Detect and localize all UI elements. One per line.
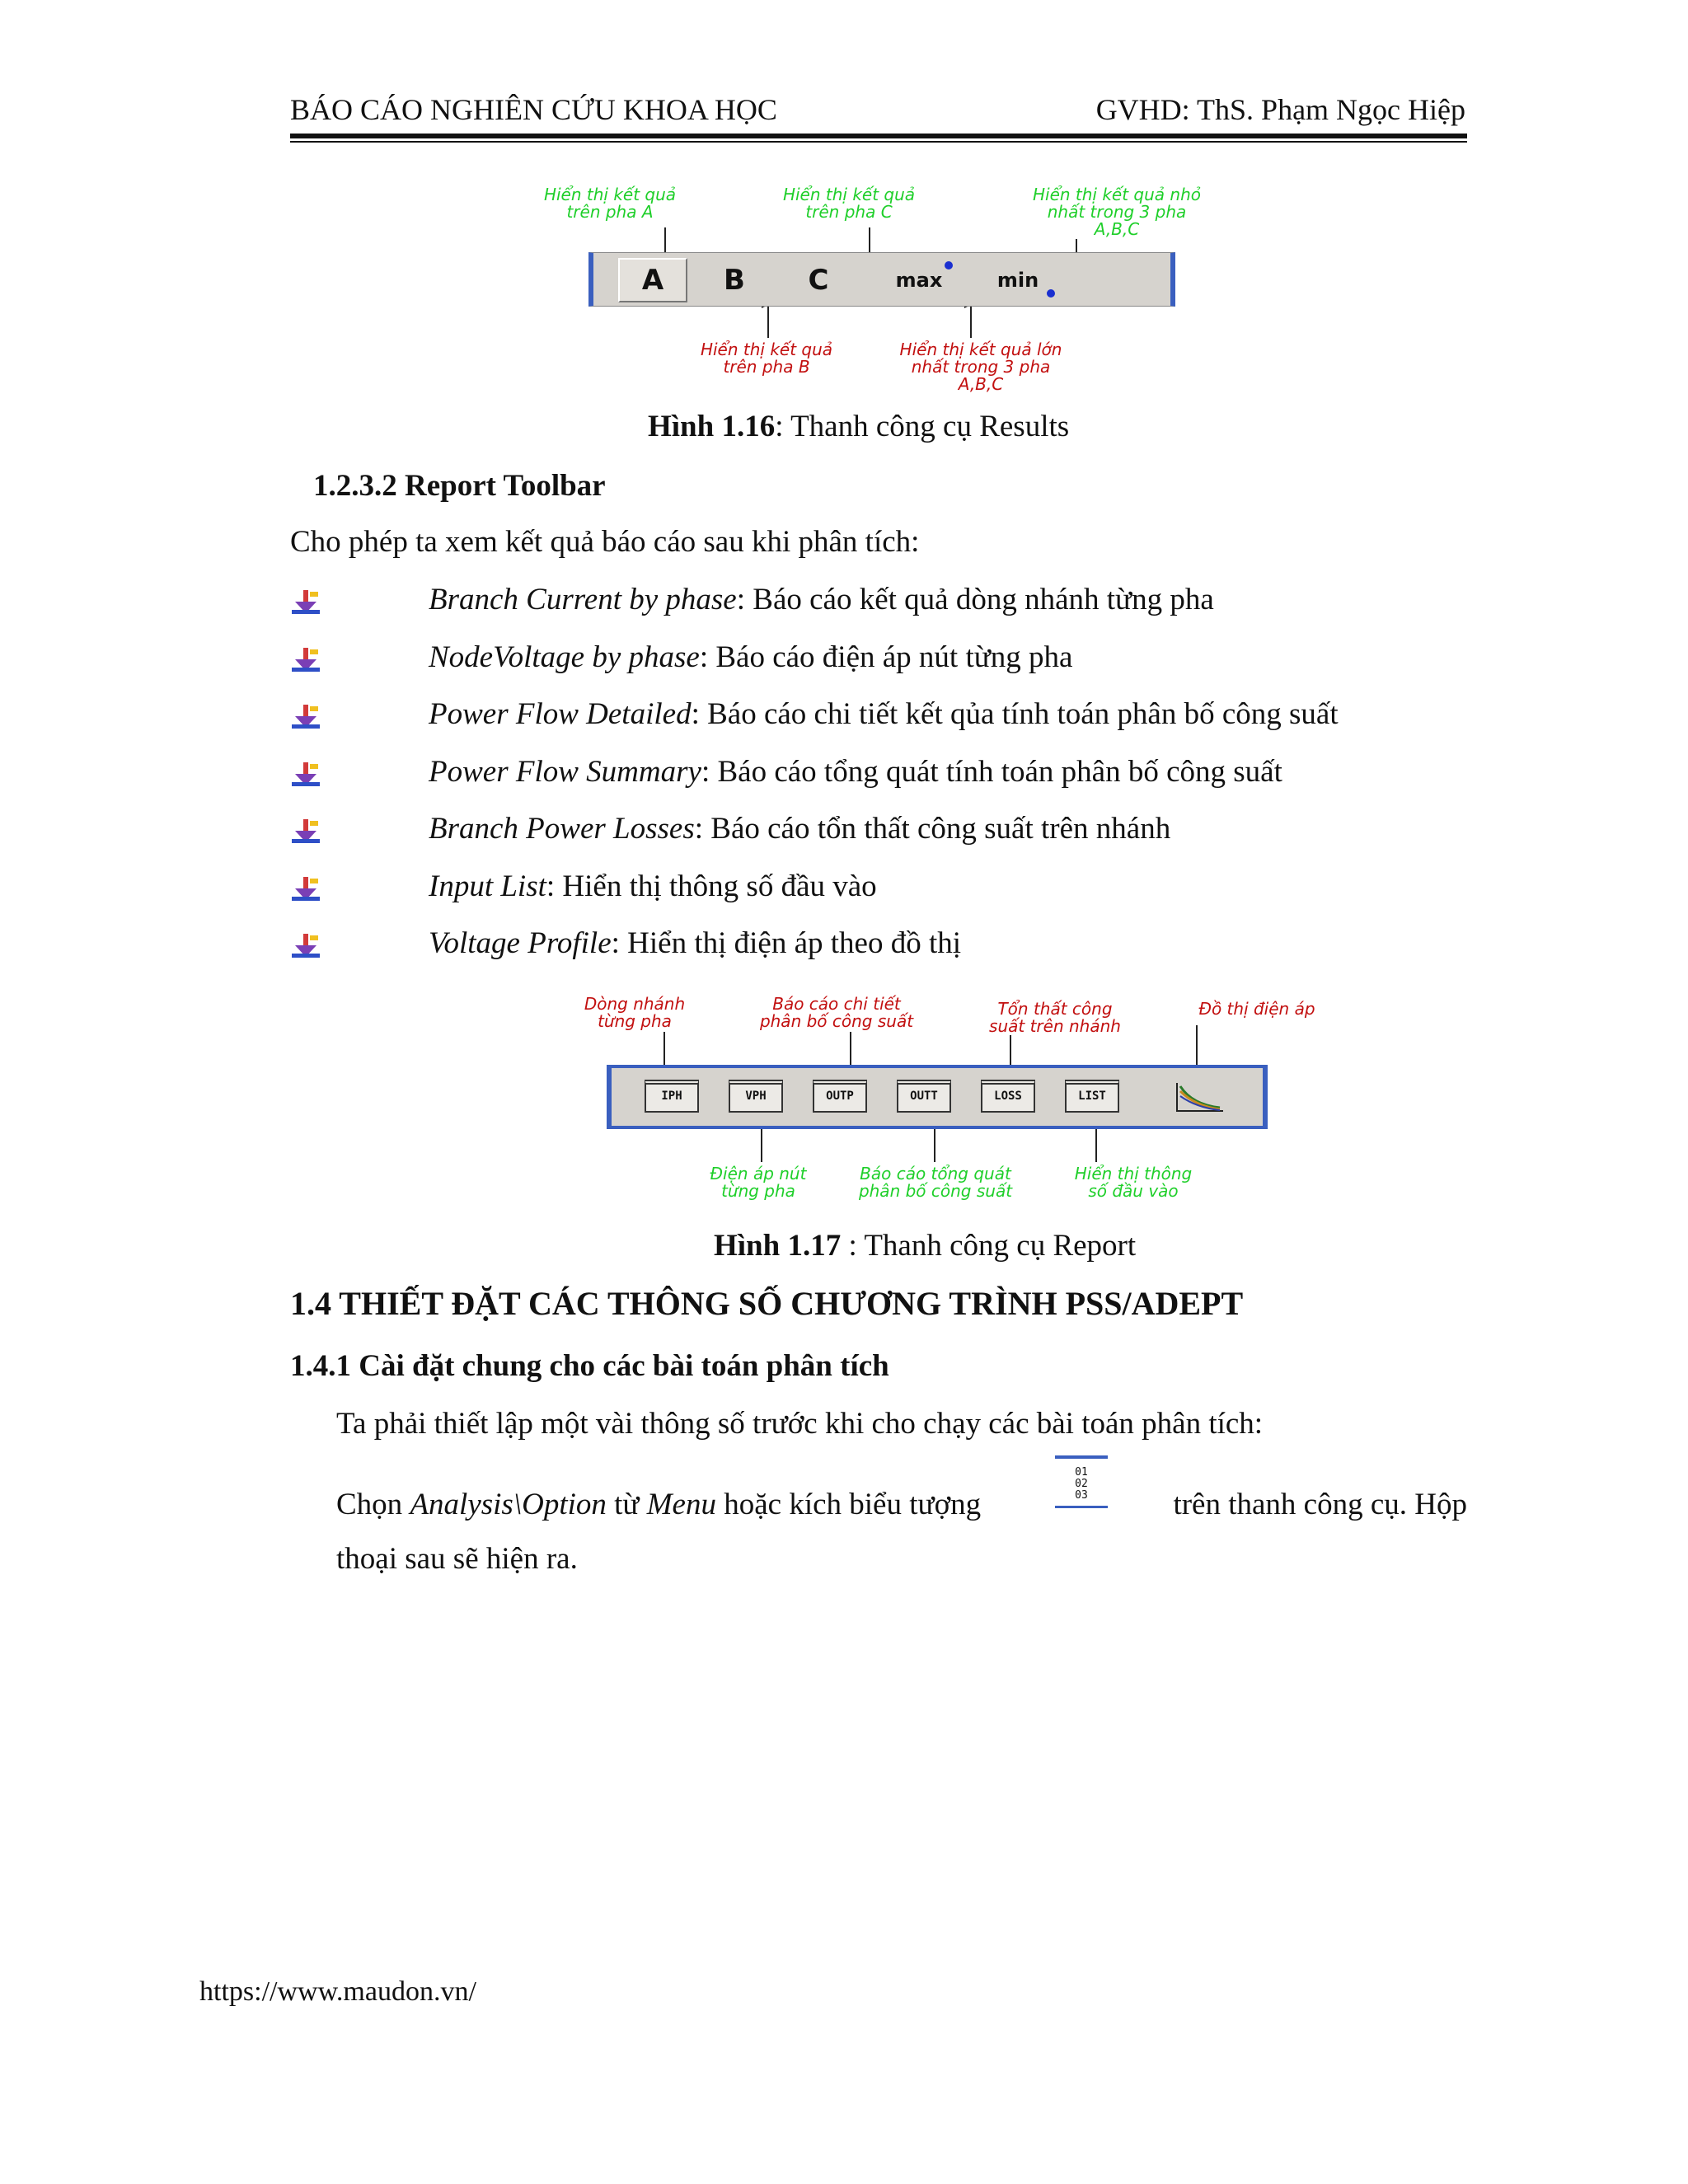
annotation-line: trên pha C [805, 202, 893, 222]
list-item-desc: : Hiển thị điện áp theo đồ thị [611, 926, 962, 960]
min-button[interactable]: min [996, 269, 1039, 292]
annotation-phase-b [684, 341, 849, 376]
list-item [290, 640, 1469, 681]
list-item-term: Branch Current by phase [429, 583, 737, 616]
caption-label: Hình 1.16 [648, 410, 776, 443]
annotation-line: từng pha [598, 1011, 672, 1031]
annotation-line: từng pha [721, 1181, 795, 1201]
caption-text: : Thanh công cụ Report [841, 1229, 1137, 1263]
list-item-text [429, 640, 1072, 675]
list-item-term: Input List [429, 869, 546, 903]
annotation-line: Hiển thị kết quả [543, 185, 677, 204]
header-rule-thin [290, 141, 1467, 143]
annotation-line: A,B,C [1094, 219, 1140, 239]
list-item [290, 811, 1469, 852]
chapter-heading-1-4: 1.4 THIẾT ĐẶT CÁC THÔNG SỐ CHƯƠNG TRÌNH PSS/ADEPT [290, 1285, 1244, 1322]
list-item-desc: : Hiển thị thông số đầu vào [546, 869, 877, 903]
phase-b-button[interactable]: B [724, 264, 745, 297]
list-item [290, 696, 1469, 738]
figure-caption-1-16 [648, 409, 1069, 444]
annotation-line: Hiển thị kết quả [782, 185, 916, 204]
bullet-arrow-icon [290, 646, 323, 674]
annotation-line: phân bố công suất [759, 1011, 914, 1031]
header-rule [290, 134, 1467, 138]
options-toolbar-icon [1055, 1455, 1108, 1508]
annotation-line: Điện áp nút [710, 1164, 807, 1183]
annotation-line: Dòng nhánh [584, 994, 686, 1014]
figure-report-toolbar [560, 989, 1352, 1203]
list-item-text [429, 869, 877, 904]
figure-caption-1-17 [714, 1228, 1136, 1263]
list-item-text [429, 811, 1170, 846]
menu-word: Menu [646, 1488, 716, 1521]
annotation-line: phân bố công suất [858, 1181, 1013, 1201]
annotation-line: Tổn thất công [997, 999, 1113, 1019]
min-dot-icon [1047, 289, 1055, 298]
list-item-term: Power Flow Detailed [429, 697, 692, 731]
loss-button[interactable]: LOSS [981, 1080, 1035, 1113]
voltage-profile-button[interactable] [1172, 1080, 1225, 1114]
caption-text: : Thanh công cụ Results [775, 410, 1070, 443]
icon-digit: 02 [1075, 1478, 1088, 1490]
list-item [290, 869, 1469, 910]
paragraph-dialog: thoại sau sẽ hiện ra. [336, 1542, 578, 1576]
annotation-node-voltage [676, 1165, 841, 1200]
section-heading-1-4-1: 1.4.1 Cài đặt chung cho các bài toán phân tích [290, 1349, 889, 1383]
text-fragment: hoặc kích biểu tượng [715, 1488, 982, 1521]
annotation-line: suất trên nhánh [989, 1016, 1121, 1036]
list-item [290, 926, 1469, 967]
annotation-line: trên pha B [723, 357, 810, 377]
list-item-desc: : Báo cáo chi tiết kết qủa tính toán phân bố công suất [691, 697, 1339, 731]
annotation-line: Hiển thị kết quả lớn [899, 340, 1062, 359]
outp-button[interactable]: OUTP [813, 1080, 867, 1113]
annotation-input-list [1055, 1165, 1212, 1200]
list-item-term: NodeVoltage by phase [429, 640, 700, 674]
annotation-line: trên pha A [566, 202, 654, 222]
menu-path: Analysis\Option [410, 1488, 607, 1521]
annotation-line: Báo cáo chi tiết [772, 994, 901, 1014]
report-toolbar [607, 1065, 1268, 1129]
header-title: BÁO CÁO NGHIÊN CỨU KHOA HỌC [290, 93, 777, 126]
icon-digit: 01 [1075, 1466, 1088, 1479]
bullet-arrow-icon [290, 588, 323, 616]
bullet-arrow-icon [290, 875, 323, 903]
annotation-line: Hiển thị kết quả nhỏ [1032, 185, 1202, 204]
list-item-term: Voltage Profile [429, 926, 612, 960]
list-item-desc: : Báo cáo tổng quát tính toán phân bố công suất [701, 754, 1282, 789]
list-item-text [429, 754, 1282, 790]
annotation-line: A,B,C [958, 374, 1004, 394]
list-item-term: Power Flow Summary [429, 754, 701, 789]
text-fragment: trên thanh công cụ. Hộp [1173, 1488, 1467, 1521]
list-item [290, 754, 1469, 795]
annotation-max [874, 341, 1088, 393]
paragraph-analysis-option [336, 1466, 1467, 1522]
phase-a-button[interactable]: A [618, 258, 687, 302]
text-fragment: từ [606, 1488, 647, 1521]
results-toolbar [588, 252, 1175, 307]
iph-button[interactable]: IPH [645, 1080, 699, 1113]
max-button[interactable]: max [895, 269, 943, 292]
caption-label: Hình 1.17 [714, 1229, 842, 1263]
list-item-desc: : Báo cáo điện áp nút từng pha [699, 640, 1073, 674]
max-dot-icon [945, 261, 953, 269]
annotation-line: nhất trong 3 pha [911, 357, 1051, 377]
bullet-arrow-icon [290, 703, 323, 731]
text-fragment: Chọn [336, 1488, 410, 1521]
section-heading-report-toolbar: 1.2.3.2 Report Toolbar [313, 469, 606, 503]
paragraph-setup: Ta phải thiết lập một vài thông số trước khi cho chạy các bài toán phân tích: [336, 1407, 1264, 1441]
footer-url: https://www.maudon.vn/ [199, 1976, 476, 2007]
annotation-line: số đầu vào [1088, 1181, 1179, 1201]
list-item-text [429, 582, 1214, 617]
bullet-arrow-icon [290, 932, 323, 960]
phase-c-button[interactable]: C [808, 264, 829, 297]
header-advisor: GVHD: ThS. Phạm Ngọc Hiệp [1095, 93, 1465, 126]
annotation-line: nhất trong 3 pha [1047, 202, 1187, 222]
list-item-text [429, 696, 1339, 732]
outt-button[interactable]: OUTT [897, 1080, 951, 1113]
annotation-line: Báo cáo tổng quát [860, 1164, 1011, 1183]
annotation-line: Đồ thị điện áp [1198, 999, 1315, 1019]
annotation-flow-summary [832, 1165, 1039, 1200]
bullet-arrow-icon [290, 761, 323, 789]
list-item-term: Branch Power Losses [429, 812, 695, 846]
section-intro: Cho phép ta xem kết quả báo cáo sau khi phân tích: [290, 525, 920, 559]
bullet-arrow-icon [290, 818, 323, 846]
annotation-line: Hiển thị thông [1074, 1164, 1193, 1183]
list-item-text [429, 926, 961, 961]
annotation-line: Hiển thị kết quả [700, 340, 833, 359]
list-button[interactable]: LIST [1065, 1080, 1119, 1113]
list-item-desc: : Báo cáo kết quả dòng nhánh từng pha [736, 583, 1214, 616]
icon-digit: 03 [1075, 1489, 1088, 1502]
figure-results-toolbar [528, 181, 1236, 394]
vph-button[interactable]: VPH [729, 1080, 783, 1113]
list-item [290, 582, 1469, 623]
list-item-desc: : Báo cáo tổn thất công suất trên nhánh [694, 812, 1171, 846]
